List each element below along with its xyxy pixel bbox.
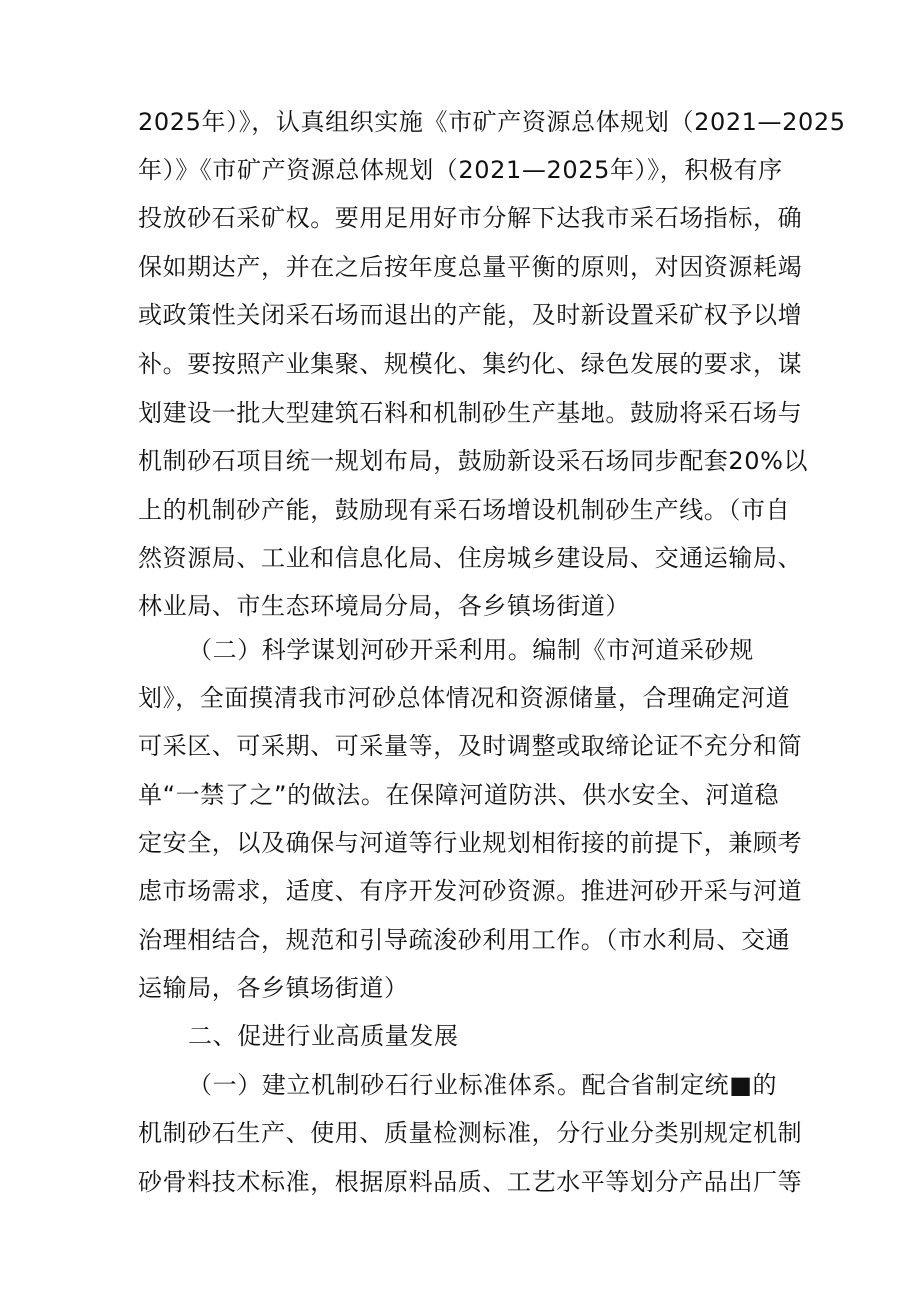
text-line-16: 定安全，以及确保与河道等行业规划相衔接的前提下，兼顾考 [138, 829, 803, 857]
text-line-19: 运输局，各乡镇场街道） [138, 974, 409, 1002]
text-line-15: 单“一禁了之”的做法。在保障河道防洪、供水安全、河道稳 [138, 781, 780, 809]
text-line-7: 划建设一批大型建筑石料和机制砂生产基地。鼓励将采石场与 [138, 399, 803, 427]
text-line-2: 年）》《市矿产资源总体规划（2021—2025年）》，积极有序 [138, 156, 783, 184]
text-line-10: 然资源局、工业和信息化局、住房城乡建设局、交通运输局、 [138, 544, 803, 572]
text-line-8: 机制砂石项目统一规划布局，鼓励新设采石场同步配套20%以 [138, 447, 809, 475]
text-line-22: 机制砂石生产、使用、质量检测标准，分行业分类别规定机制 [138, 1119, 803, 1147]
section-heading-1: （一）建立机制砂石行业标准体系。配合省制定统■的 [188, 1071, 778, 1099]
text-line-13: 划》，全面摸清我市河砂总体情况和资源储量，合理确定河道 [138, 684, 791, 712]
text-line-3: 投放砂石采矿权。要用足用好市分解下达我市采石场指标，确 [138, 204, 803, 232]
text-line-1: 2025年）》，认真组织实施《市矿产资源总体规划（2021—2025 [138, 108, 846, 136]
text-line-6: 补。要按照产业集聚、规模化、集约化、绿色发展的要求，谋 [138, 350, 803, 378]
section-heading-2: （二）科学谋划河砂开采利用。编制《市河道采砂规 [188, 636, 754, 664]
text-line-9: 上的机制砂产能，鼓励现有采石场增设机制砂生产线。（市自 [138, 496, 791, 524]
text-line-18: 治理相结合，规范和引导疏浚砂利用工作。（市水利局、交通 [138, 926, 791, 954]
text-line-5: 或政策性关闭采石场而退出的产能，及时新设置采矿权予以增 [138, 301, 803, 329]
chapter-heading: 二、促进行业高质量发展 [188, 1022, 459, 1050]
text-line-17: 虑市场需求，适度、有序开发河砂资源。推进河砂开采与河道 [138, 877, 803, 905]
text-line-14: 可采区、可采期、可采量等，及时调整或取缔论证不充分和简 [138, 732, 803, 760]
text-line-23: 砂骨料技术标准，根据原料品质、工艺水平等划分产品出厂等 [138, 1168, 803, 1196]
text-line-11: 林业局、市生态环境局分局，各乡镇场街道） [138, 592, 630, 620]
text-line-4: 保如期达产，并在之后按年度总量平衡的原则，对因资源耗竭 [138, 253, 803, 281]
